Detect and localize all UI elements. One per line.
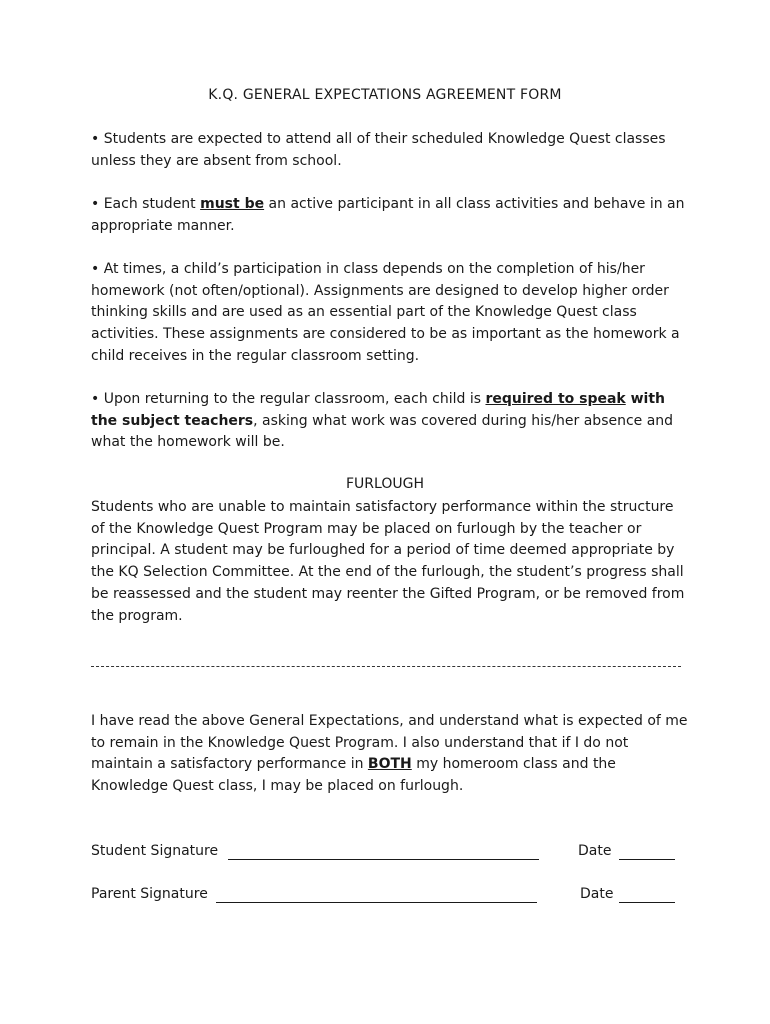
dashed-divider <box>91 666 681 667</box>
acknowledgement-text-end: my homeroom class and the Knowledge Quest class, I may be placed on furlough. <box>91 756 616 795</box>
expectation-homework: • At times, a child’s participation in class depends on the completion of his/her homework (not often/optional). Assignments are designed to develop higher order thinking skills and are used as an essential part of the Knowledge Quest class activities. These assignments are considered to be as important as the homework a child receives in the regular classroom setting. <box>91 261 680 364</box>
parent-signature-field[interactable] <box>216 902 537 903</box>
acknowledgement-paragraph <box>91 711 691 798</box>
student-date-field[interactable] <box>619 859 675 860</box>
parent-signature-row <box>91 886 677 908</box>
returning-text-end: , asking what work was covered during his/her absence and what the homework will be. <box>91 412 674 451</box>
participation-text-start: • Each student <box>91 196 201 212</box>
student-signature-row <box>91 843 677 865</box>
participation-text-end: an active participant in all class activities and behave in an appropriate manner. <box>91 196 685 234</box>
student-signature-label: Student Signature <box>91 843 219 859</box>
furlough-heading: FURLOUGH <box>346 476 424 492</box>
returning-text-start: • Upon returning to the regular classroom, each child is <box>91 391 486 407</box>
expectation-attendance: • Students are expected to attend all of their scheduled Knowledge Quest classes unless they are absent from school. <box>91 131 666 169</box>
form-title: K.Q. GENERAL EXPECTATIONS AGREEMENT FORM <box>208 87 562 103</box>
parent-date-label: Date <box>580 886 614 902</box>
furlough-paragraph: Students who are unable to maintain satisfactory performance within the structure of the Knowledge Quest Program may be placed on furlough by the teacher or principal. A student may be furloughed for a period of time deemed appropriate by the KQ Selection Committee. At the end of the furlough, the student’s progress shall be reassessed and the student may reenter the Gifted Program, or be removed from the program. <box>91 499 685 624</box>
acknowledgement-text-start: I have read the above General Expectations, and understand what is expected of me to remain in the Knowledge Quest Program. I also understand that if I do not maintain a satisfactory performance in <box>91 713 688 773</box>
required-to-speak-emphasis: required to speak <box>485 391 626 407</box>
student-date-label: Date <box>578 843 612 859</box>
both-emphasis: BOTH <box>367 756 412 773</box>
subject-teachers-emphasis: with the subject teachers <box>91 391 666 429</box>
must-be-emphasis: must be <box>200 196 265 212</box>
student-signature-field[interactable] <box>228 859 539 860</box>
expectation-returning <box>91 389 691 454</box>
parent-signature-label: Parent Signature <box>91 886 208 902</box>
parent-date-field[interactable] <box>619 902 675 903</box>
expectation-participation <box>91 194 691 237</box>
